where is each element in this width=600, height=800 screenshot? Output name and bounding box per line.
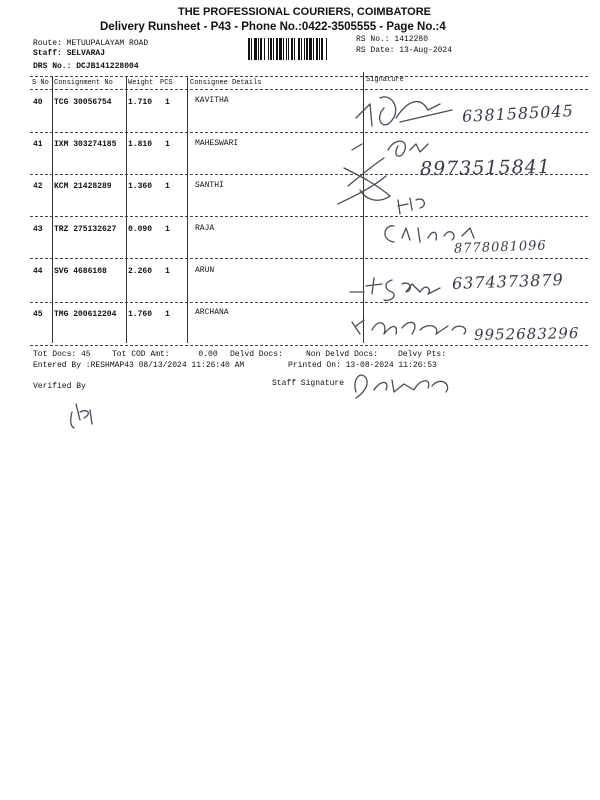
row-consignee: ARCHANA	[195, 308, 229, 317]
barcode-bar	[321, 38, 323, 60]
row-sno: 44	[33, 267, 43, 276]
barcode-bar	[251, 38, 252, 60]
handwritten-phone: 6381585045	[461, 101, 575, 126]
row-pcs: 1	[165, 267, 170, 276]
row-consignment: TCG 30056754	[54, 98, 112, 107]
row-consignment: KCM 21428289	[54, 182, 112, 191]
handwritten-phone: 9952683296	[473, 324, 580, 344]
row-weight: 1.810	[128, 140, 153, 149]
table-header-border	[30, 89, 588, 90]
barcode-bar	[306, 38, 308, 60]
col-header-signature: Signature	[366, 76, 404, 84]
row-consignee: ARUN	[195, 266, 215, 275]
barcode-bar	[288, 38, 289, 60]
row-consignment: SVG 4686108	[54, 267, 107, 276]
table-bottom-border	[30, 345, 588, 346]
barcode-bar	[309, 38, 312, 60]
company-title: THE PROFESSIONAL COURIERS, COIMBATORE	[178, 6, 432, 18]
col-header-consignee: Consignee Details	[190, 79, 262, 87]
drs-number: DRS No.: DCJB141228004	[33, 62, 139, 71]
non-delivered-docs: Non Delvd Docs:	[306, 350, 379, 359]
row-divider	[30, 132, 588, 133]
column-divider	[187, 77, 188, 343]
column-divider	[52, 77, 53, 343]
delivered-docs: Delvd Docs:	[230, 350, 283, 359]
entered-by: Entered By :RESHMAP43 08/13/2024 11:26:40 AM	[33, 361, 245, 370]
row-sno: 42	[33, 182, 43, 191]
barcode-bar	[316, 38, 318, 60]
barcode-bar	[301, 38, 302, 60]
row-divider	[30, 258, 588, 259]
total-docs: Tot Docs: 45	[33, 350, 91, 359]
barcode-bar	[283, 38, 284, 60]
column-divider	[126, 77, 127, 343]
barcode-bar	[268, 38, 269, 60]
row-divider	[30, 302, 588, 303]
row-pcs: 1	[165, 182, 170, 191]
row-consignee: RAJA	[195, 224, 215, 233]
barcode-bar	[319, 38, 320, 60]
row-consignment: TMG 200612204	[54, 310, 117, 319]
row-divider	[30, 216, 588, 217]
col-header-consignment: Consignment No	[54, 79, 113, 87]
staff-label: Staff: SELVARAJ	[33, 49, 106, 58]
row-sno: 40	[33, 98, 43, 107]
barcode-bar	[260, 38, 262, 60]
row-weight: 1.360	[128, 182, 153, 191]
row-consignment: IXM 303274185	[54, 140, 117, 149]
verified-by-label: Verified By	[33, 382, 86, 391]
row-consignee: MAHESWARI	[195, 139, 239, 148]
barcode-bar	[276, 38, 278, 60]
table-top-border	[30, 76, 588, 77]
row-sno: 41	[33, 140, 43, 149]
row-sno: 43	[33, 225, 43, 234]
barcode-bar	[273, 38, 274, 60]
barcode-bar	[294, 38, 295, 60]
barcode-image	[248, 38, 348, 60]
row-consignee: KAVITHA	[195, 96, 229, 105]
row-weight: 2.260	[128, 267, 153, 276]
row-pcs: 1	[165, 140, 170, 149]
runsheet-subtitle: Delivery Runsheet - P43 - Phone No.:0422-3505555 - Page No.:4	[100, 21, 446, 33]
col-header-pcs: PCS	[160, 79, 173, 87]
barcode-bar	[313, 38, 314, 60]
rs-date: RS Date: 13-Aug-2024	[356, 46, 453, 55]
col-header-sno: S No	[32, 79, 49, 87]
barcode-bar	[286, 38, 287, 60]
rs-number: RS No.: 1412280	[356, 35, 429, 44]
delivery-points: Delvy Pts:	[398, 350, 447, 359]
barcode-bar	[291, 38, 293, 60]
handwritten-phone: 6374373879	[451, 270, 565, 293]
barcode-bar	[264, 38, 265, 60]
barcode-bar	[258, 38, 259, 60]
barcode-bar	[254, 38, 257, 60]
row-weight: 1.760	[128, 310, 153, 319]
row-weight: 0.090	[128, 225, 153, 234]
total-cod-amount: Tot COD Amt: 0.00	[112, 350, 218, 359]
barcode-bar	[248, 38, 250, 60]
barcode-bar	[326, 38, 327, 60]
route-label: Route: METUUPALAYAM ROAD	[33, 39, 149, 48]
row-consignee: SANTHI	[195, 181, 224, 190]
row-pcs: 1	[165, 98, 170, 107]
staff-signature-label: Staff Signature	[272, 379, 345, 388]
row-consignment: TRZ 275132627	[54, 225, 117, 234]
row-weight: 1.710	[128, 98, 153, 107]
barcode-bar	[304, 38, 305, 60]
handwritten-phone: 8778081096	[453, 238, 547, 257]
row-sno: 45	[33, 310, 43, 319]
printed-on: Printed On: 13-08-2024 11:26:53	[288, 361, 437, 370]
barcode-bar	[270, 38, 272, 60]
row-pcs: 1	[165, 225, 170, 234]
handwritten-phone: 8973515841	[419, 155, 552, 181]
barcode-bar	[298, 38, 300, 60]
barcode-bar	[279, 38, 282, 60]
col-header-weight: Weight	[128, 79, 154, 87]
row-pcs: 1	[165, 310, 170, 319]
